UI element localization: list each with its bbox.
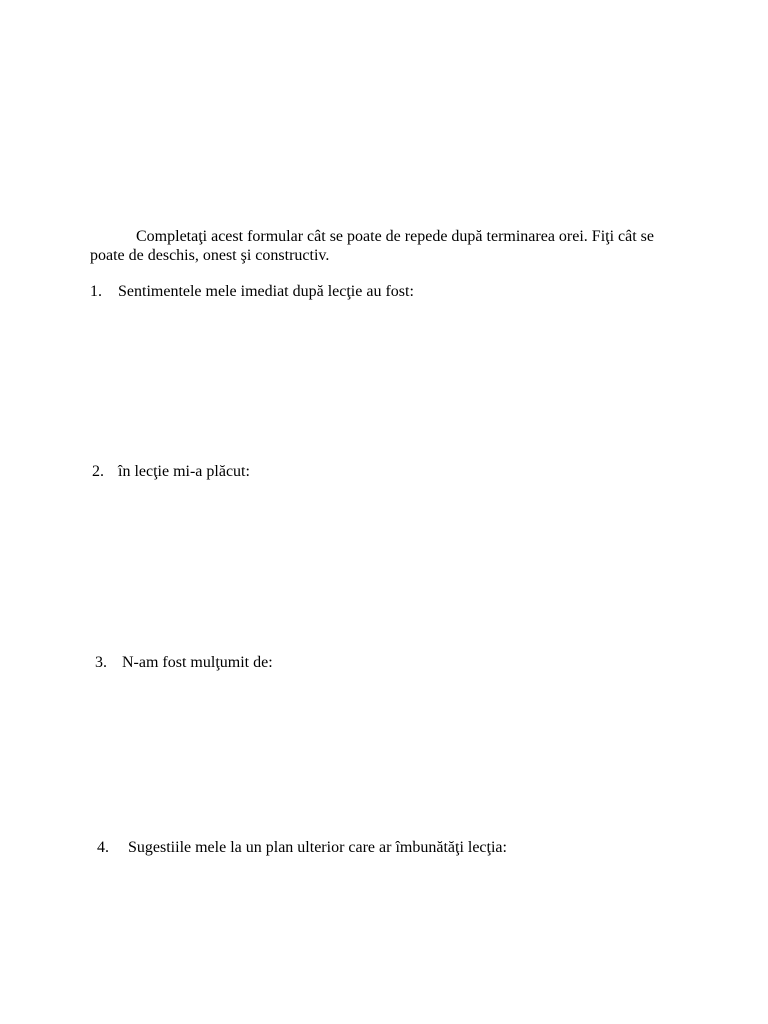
question-4-number: 4. <box>97 839 109 856</box>
question-2-number: 2. <box>92 463 104 480</box>
question-3-text: N-am fost mulţumit de: <box>122 654 273 671</box>
question-1-text: Sentimentele mele imediat după lecţie au fost: <box>118 283 414 300</box>
question-4 <box>97 838 507 858</box>
intro-paragraph: Completaţi acest formular cât se poate de repede după terminarea orei. Fiţi cât se poate de deschis, onest şi constructiv. <box>90 228 654 264</box>
question-2 <box>92 462 250 482</box>
question-2-text: în lecţie mi-a plăcut: <box>118 463 250 480</box>
question-1-number: 1. <box>90 283 102 300</box>
question-1 <box>90 282 414 302</box>
question-4-text: Sugestiile mele la un plan ulterior care ar îmbunătăţi lecţia: <box>128 839 507 856</box>
question-3 <box>95 653 273 673</box>
question-3-number: 3. <box>95 654 107 671</box>
